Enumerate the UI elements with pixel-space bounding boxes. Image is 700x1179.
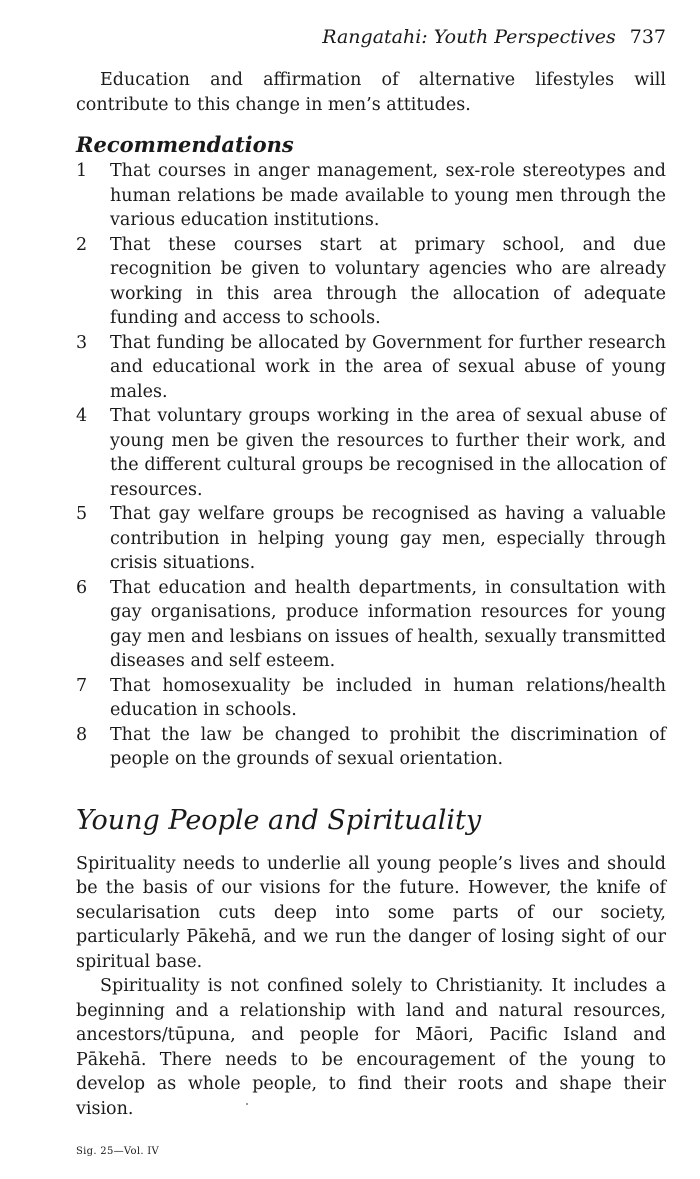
page-body bbox=[76, 68, 666, 1121]
recommendations-list bbox=[76, 159, 666, 772]
recommendation-number: 4 bbox=[76, 406, 88, 426]
recommendation-number: 8 bbox=[76, 724, 88, 745]
intro-paragraph: Education and affirmation of alternative lifestyles will contribute to this change in men’s attitudes. bbox=[76, 70, 666, 115]
recommendation-item bbox=[76, 502, 666, 576]
running-header bbox=[76, 24, 666, 50]
recommendation-text: That funding be allocated by Government for further research and educational work in the area of sexual abuse of young males. bbox=[110, 332, 666, 402]
recommendation-item bbox=[76, 233, 666, 331]
section-paragraph: Spirituality needs to underlie all young people’s lives and should be the basis of our visions for the future. However, the knife of secularisation cuts deep into some parts of our society, particularly Pākehā, and we run the danger of losing sight of our spiritual base. bbox=[76, 853, 666, 972]
page-number: 737 bbox=[629, 26, 666, 48]
recommendations-heading: Recommendations bbox=[76, 132, 294, 157]
recommendation-text: That gay welfare groups be recognised as having a valuable contribution in helping young gay men, especially through crisis situations. bbox=[110, 504, 666, 573]
print-mark bbox=[246, 1103, 248, 1105]
recommendation-number: 3 bbox=[76, 332, 88, 353]
recommendation-number: 7 bbox=[76, 675, 88, 696]
recommendation-item bbox=[76, 331, 666, 405]
recommendation-item bbox=[76, 404, 666, 502]
recommendation-number: 2 bbox=[76, 234, 88, 255]
section-heading: Young People and Spirituality bbox=[76, 804, 482, 836]
signature-mark: Sig. 25—Vol. IV bbox=[76, 1146, 160, 1157]
recommendation-text: That voluntary groups working in the area of sexual abuse of young men be given the resources to further their work, and the different cultural groups be recognised in the allocation of resources. bbox=[110, 406, 666, 500]
recommendation-item bbox=[76, 159, 666, 233]
recommendation-item bbox=[76, 576, 666, 674]
recommendation-item bbox=[76, 674, 666, 723]
recommendation-text: That courses in anger management, sex-role stereotypes and human relations be made available to young men through the various education institutions. bbox=[110, 161, 666, 230]
recommendation-number: 6 bbox=[76, 577, 88, 598]
recommendation-text: That education and health departments, in consultation with gay organisations, produce information resources for young gay men and lesbians on issues of health, sexually transmitted diseases and self esteem. bbox=[110, 577, 666, 671]
section-paragraph: Spirituality is not confined solely to Christianity. It includes a beginning and a relationship with land and natural resources, ancestors/tūpuna, and people for Māori, Pacific Island and Pākehā. There needs to be encouragement of the young to develop as whole people, to find their roots and shape their vision. bbox=[76, 976, 666, 1119]
running-title: Rangatahi: Youth Perspectives bbox=[322, 26, 616, 48]
recommendation-number: 5 bbox=[76, 504, 88, 524]
recommendation-text: That these courses start at primary school, and due recognition be given to voluntary agencies who are already working in this area through the allocation of adequate funding and access to schools. bbox=[110, 234, 666, 328]
recommendation-text: That the law be changed to prohibit the discrimination of people on the grounds of sexual orientation. bbox=[110, 724, 666, 769]
recommendation-text: That homosexuality be included in human relations/health education in schools. bbox=[110, 675, 666, 720]
recommendation-item bbox=[76, 723, 666, 772]
recommendation-number: 1 bbox=[76, 161, 88, 181]
